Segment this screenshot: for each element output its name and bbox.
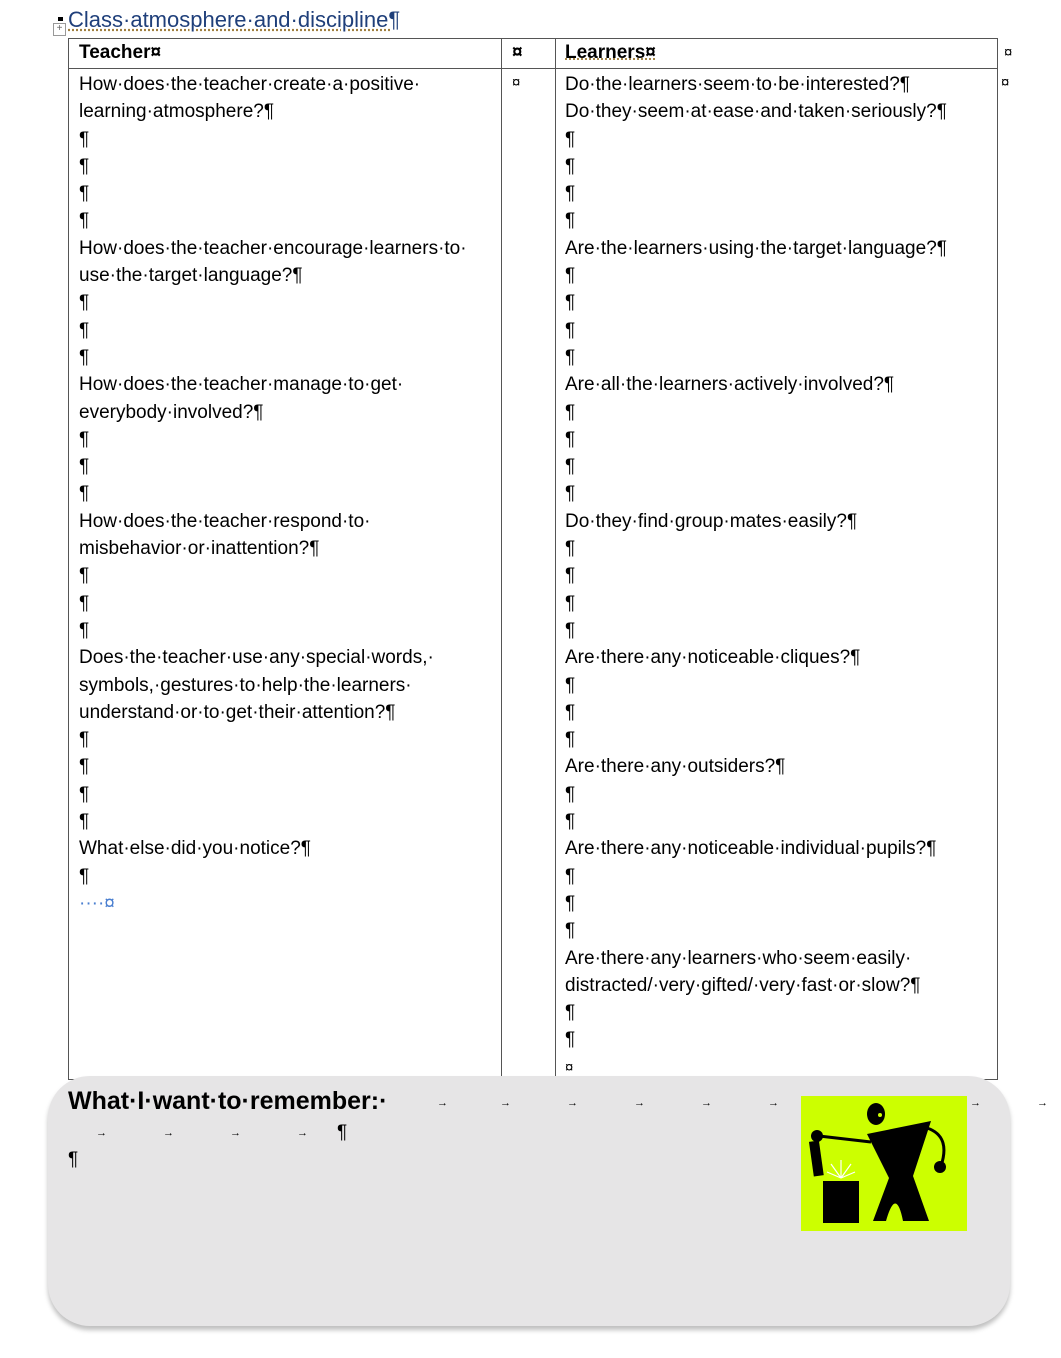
header-middle: ¤ xyxy=(512,42,523,63)
empty-paragraph: ¶ xyxy=(79,319,90,341)
table-move-handle-icon[interactable]: + xyxy=(53,23,66,36)
empty-paragraph: ¶ xyxy=(565,729,576,751)
empty-paragraph: ¶ xyxy=(565,1029,576,1051)
teacher-question: What·else·did·you·notice?¶ xyxy=(79,838,311,860)
empty-paragraph: ¶ xyxy=(565,811,576,833)
cell-end-marker: ····¤ xyxy=(79,892,115,914)
row-end-marker: ¤ xyxy=(1001,74,1010,91)
learner-question: distracted/·very·gifted/·very·fast·or·slow?¶ xyxy=(565,974,921,996)
empty-paragraph: ¶ xyxy=(565,428,576,450)
empty-paragraph: ¶ xyxy=(565,783,576,805)
learner-question: Are·there·any·learners·who·seem·easily· xyxy=(565,947,912,969)
learner-question: Are·there·any·outsiders?¶ xyxy=(565,756,786,778)
empty-paragraph: ¶ xyxy=(565,865,576,887)
teacher-question: How·does·the·teacher·create·a·positive· xyxy=(79,74,421,95)
empty-paragraph: ¶ xyxy=(565,183,576,205)
tab-arrow-icon: → xyxy=(96,1127,107,1139)
teacher-question: symbols,·gestures·to·help·the·learners· xyxy=(79,674,412,696)
tab-arrow-icon: → xyxy=(768,1097,779,1109)
empty-paragraph: ¶ xyxy=(79,865,90,887)
blacksmith-image-icon[interactable] xyxy=(801,1096,967,1231)
pilcrow: ¶ xyxy=(68,1149,79,1170)
empty-paragraph: ¶ xyxy=(79,565,90,587)
section-heading: Class·atmosphere·and·discipline¶ xyxy=(68,7,401,32)
teacher-question: use·the·target·language?¶ xyxy=(79,265,303,287)
tab-arrow-icon: → xyxy=(230,1127,241,1139)
paragraph-mark-bullet xyxy=(58,17,63,21)
empty-paragraph: ¶ xyxy=(565,619,576,641)
empty-paragraph: ¶ xyxy=(79,183,90,205)
column-divider xyxy=(555,39,556,1079)
empty-paragraph: ¶ xyxy=(565,1002,576,1024)
empty-paragraph: ¶ xyxy=(565,456,576,478)
empty-paragraph: ¤ xyxy=(565,1058,574,1076)
tab-arrow-icon: → xyxy=(701,1097,712,1109)
remember-heading: What·I·want·to·remember:· xyxy=(68,1087,388,1115)
empty-paragraph: ¶ xyxy=(565,292,576,314)
middle-cell: ¤ xyxy=(512,74,521,91)
pilcrow: ¶ xyxy=(337,1122,348,1143)
empty-paragraph: ¶ xyxy=(79,210,90,232)
empty-paragraph: ¶ xyxy=(79,128,90,150)
learner-question: Do·they·seem·at·ease·and·taken·seriously?¶ xyxy=(565,101,947,123)
teacher-question: everybody·involved?¶ xyxy=(79,401,264,423)
column-divider xyxy=(501,39,502,1079)
tab-arrow-icon: → xyxy=(1037,1097,1048,1109)
teacher-column[interactable] xyxy=(79,71,467,917)
teacher-question: How·does·the·teacher·encourage·learners·to· xyxy=(79,237,467,259)
teacher-question: How·does·the·teacher·respond·to· xyxy=(79,510,371,532)
empty-paragraph: ¶ xyxy=(565,538,576,560)
empty-paragraph: ¶ xyxy=(79,783,90,805)
empty-paragraph: ¶ xyxy=(565,674,576,696)
empty-paragraph: ¶ xyxy=(565,346,576,368)
header-learners: Learners¤ xyxy=(565,42,656,63)
tab-arrow-icon: → xyxy=(163,1127,174,1139)
learner-question: Are·all·the·learners·actively·involved?¶ xyxy=(565,374,895,396)
tab-arrow-icon: → xyxy=(634,1097,645,1109)
tab-arrow-icon: → xyxy=(297,1127,308,1139)
empty-paragraph: ¶ xyxy=(565,210,576,232)
teacher-question: understand·or·to·get·their·attention?¶ xyxy=(79,701,396,723)
empty-paragraph: ¶ xyxy=(79,292,90,314)
empty-paragraph: ¶ xyxy=(79,811,90,833)
learner-question: Are·there·any·noticeable·cliques?¶ xyxy=(565,647,861,669)
teacher-question: Does·the·teacher·use·any·special·words,· xyxy=(79,647,434,669)
tab-arrow-icon: → xyxy=(567,1097,578,1109)
tab-arrow-icon: → xyxy=(437,1097,448,1109)
empty-paragraph: ¶ xyxy=(565,265,576,287)
learner-question: Are·there·any·noticeable·individual·pupils?¶ xyxy=(565,838,937,860)
empty-paragraph: ¶ xyxy=(79,619,90,641)
empty-paragraph: ¶ xyxy=(565,592,576,614)
empty-paragraph: ¶ xyxy=(565,565,576,587)
empty-paragraph: ¶ xyxy=(565,319,576,341)
empty-paragraph: ¶ xyxy=(79,155,90,177)
teacher-question: misbehavior·or·inattention?¶ xyxy=(79,538,320,560)
empty-paragraph: ¶ xyxy=(79,483,90,505)
empty-paragraph: ¶ xyxy=(79,456,90,478)
row-end-marker: ¤ xyxy=(1004,44,1013,61)
learner-question: Do·they·find·group·mates·easily?¶ xyxy=(565,510,858,532)
empty-paragraph: ¶ xyxy=(565,483,576,505)
empty-paragraph: ¶ xyxy=(79,729,90,751)
empty-paragraph: ¶ xyxy=(565,920,576,942)
observation-table xyxy=(68,38,1013,1080)
empty-paragraph: ¶ xyxy=(565,892,576,914)
empty-paragraph: ¶ xyxy=(79,756,90,778)
tab-arrow-icon: → xyxy=(500,1097,511,1109)
teacher-question: How·does·the·teacher·manage·to·get· xyxy=(79,374,404,396)
empty-paragraph: ¶ xyxy=(79,592,90,614)
learner-question: Are·the·learners·using·the·target·language?¶ xyxy=(565,237,947,259)
empty-paragraph: ¶ xyxy=(565,401,576,423)
empty-paragraph: ¶ xyxy=(79,428,90,450)
teacher-question: learning·atmosphere?¶ xyxy=(79,101,275,123)
learners-column[interactable] xyxy=(565,71,947,1081)
tab-arrow-icon: → xyxy=(970,1097,981,1109)
empty-paragraph: ¶ xyxy=(565,701,576,723)
empty-paragraph: ¶ xyxy=(79,346,90,368)
header-teacher: Teacher¤ xyxy=(79,42,162,63)
header-divider xyxy=(69,68,997,69)
learner-question: Do·the·learners·seem·to·be·interested?¶ xyxy=(565,74,910,95)
empty-paragraph: ¶ xyxy=(565,128,576,150)
empty-paragraph: ¶ xyxy=(565,155,576,177)
